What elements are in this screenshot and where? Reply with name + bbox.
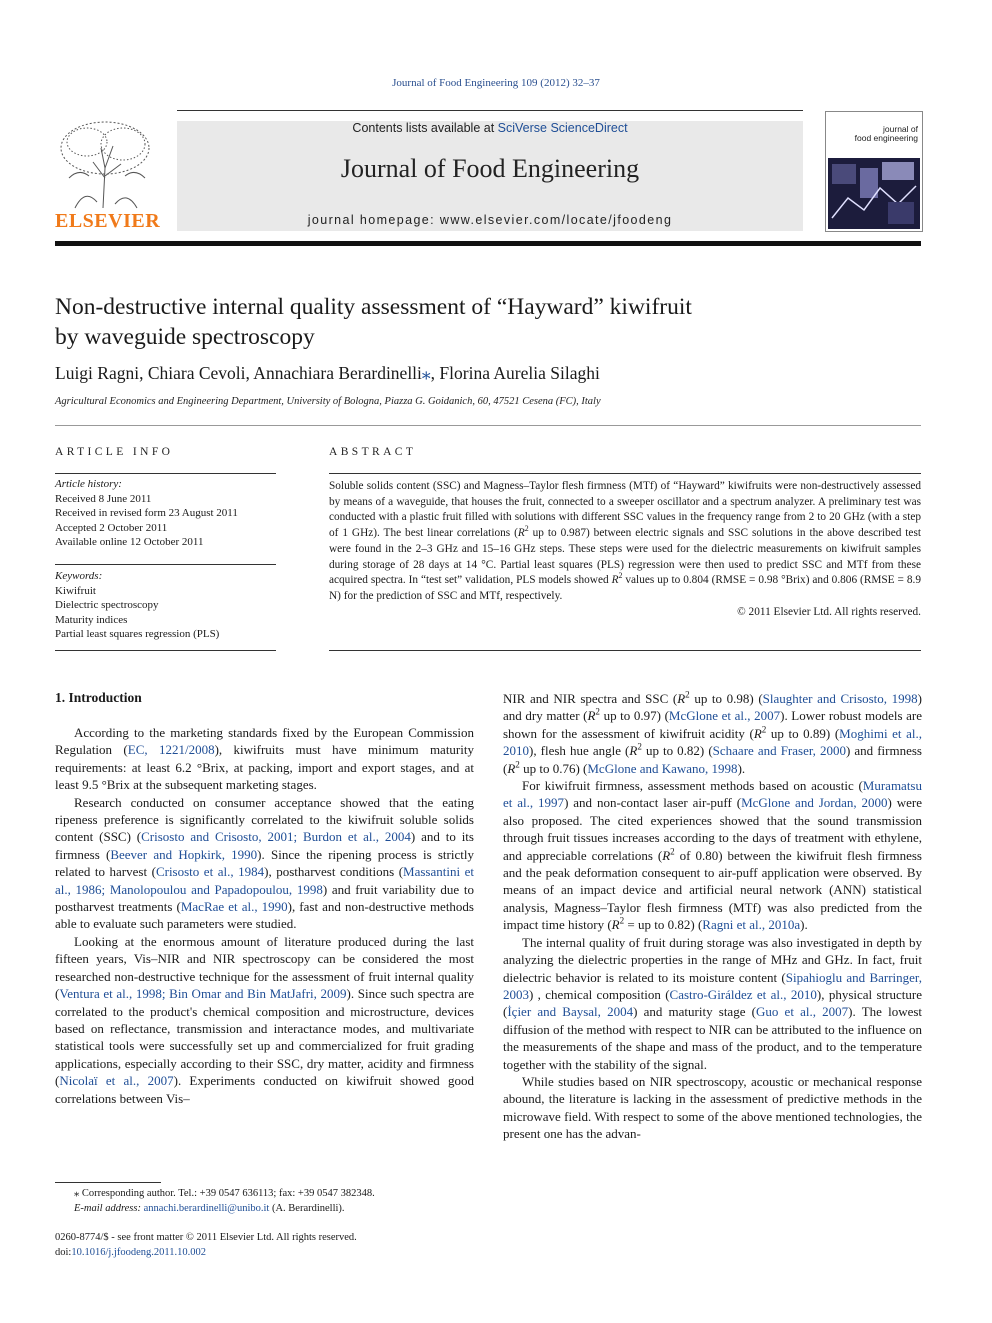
text: up to 0.76) (	[519, 760, 588, 776]
paragraph	[55, 794, 474, 933]
keyword-item: Maturity indices	[55, 613, 128, 626]
citation-link[interactable]: McGlone et al., 2007	[668, 708, 781, 724]
text: ). Since the ripening process is strictly related to harvest (	[55, 846, 474, 880]
section-heading-introduction: 1. Introduction	[55, 690, 142, 705]
text: of 0.80) between the kiwifruit flesh firmness and the peak deformation consequent to air-puff application were observed. By means of an impact device and artificial neural network (ANN) statistical analysis, Magness–Taylor flesh firmness (MTf) was also predicted from the impact time history (	[503, 847, 922, 933]
text: ) and dry matter (	[503, 691, 922, 724]
superscript: 2	[524, 524, 529, 534]
citation-link[interactable]: McGlone and Jordan, 2000	[741, 795, 888, 811]
text: ) and to its firmness (	[55, 829, 474, 862]
paragraph	[503, 690, 922, 777]
text: ), flesh hue angle (	[529, 743, 630, 759]
citation-link[interactable]: İçier and Baysal, 2004	[507, 1004, 634, 1020]
text: ), postharvest conditions (	[264, 864, 404, 880]
r-symbol: R	[611, 917, 620, 933]
history-item: Received 8 June 2011	[55, 492, 152, 505]
article-info-rule	[55, 473, 276, 474]
citation-link[interactable]: Schaare and Fraser, 2000	[712, 743, 846, 759]
text: Looking at the enormous amount of literature produced during the last fifteen years, Vis–NIR and NIR spectroscopy can be considered the most researched non-destructive technique for the assessment of fruit internal quality (	[55, 933, 474, 1002]
contents-line	[177, 121, 803, 135]
r-symbol: R	[507, 760, 516, 776]
author-list	[55, 363, 600, 384]
article-history	[55, 477, 276, 550]
citation-link[interactable]: Moghimi et al., 2010	[503, 725, 922, 759]
citation-link[interactable]: Castro-Giráldez et al., 2010	[669, 986, 817, 1002]
text: ) and maturity stage (	[633, 1004, 756, 1020]
text: ) and firmness (	[503, 743, 922, 776]
text: up to 0.89) (	[766, 725, 840, 741]
text: ) , chemical composition (	[529, 986, 670, 1002]
text: ) were also proposed. The cited experiences showed that the sound transmission through fruit tissues increases according to the days of treatment with ethylene, and appreciable correlations (	[503, 795, 923, 863]
keywords-label: Keywords:	[55, 570, 103, 582]
text: ), fast and non-destructive methods able to evaluate such parameters were studied.	[55, 899, 474, 932]
body-column-right	[503, 690, 922, 1143]
title-rule	[55, 425, 921, 426]
text: ) and fruit variability due to postharvest treatments (	[55, 881, 474, 915]
paragraph	[55, 933, 474, 1107]
r-symbol: R	[611, 574, 619, 587]
doi-line	[55, 1245, 357, 1260]
superscript: 2	[637, 741, 642, 752]
text: ).	[737, 760, 746, 776]
paragraph	[503, 777, 922, 934]
email-label: E-mail address:	[74, 1203, 144, 1214]
citation-link[interactable]: Guo et al., 2007	[755, 1004, 849, 1020]
affiliation: Agricultural Economics and Engineering Department, University of Bologna, Piazza G. Goidanich, 60, 47521 Cesena (FC), Italy	[55, 396, 601, 407]
citation-link[interactable]: Muramatsu et al., 1997	[503, 778, 922, 811]
keyword-item: Kiwifruit	[55, 584, 96, 597]
text: ), physical structure (	[503, 986, 922, 1020]
citation-link[interactable]: Slaughter and Crisosto, 1998	[762, 691, 918, 706]
article-title	[55, 292, 855, 352]
abstract-bottom-rule	[329, 650, 921, 651]
email-line	[55, 1201, 474, 1216]
text: ). Since such spectra are correlated to the product's chemical composition and microstructure, devices based on reflectance, transmission and interactance modes, and multivariate statistical tools were successfully set up and commercialized for fruit grading applications, especially according to their SSC, dry matter, acidity and firmness (	[55, 986, 474, 1089]
r-symbol: R	[517, 527, 525, 540]
superscript: 2	[670, 846, 675, 857]
journal-cover-thumbnail[interactable]	[825, 111, 923, 232]
journal-homepage[interactable]: journal homepage: www.elsevier.com/locate/jfoodeng	[307, 213, 673, 227]
keywords-rule	[55, 650, 276, 651]
r-symbol: R	[662, 847, 671, 863]
text: up to 0.82) (	[641, 743, 713, 759]
email-tail: (A. Berardinelli).	[269, 1203, 345, 1214]
article-info-heading: ARTICLE INFO	[55, 446, 174, 458]
superscript: 2	[685, 689, 690, 700]
issn-line: 0260-8774/$ - see front matter © 2011 Elsevier Ltd. All rights reserved.	[55, 1232, 357, 1243]
citation-link[interactable]: Nicolaï et al., 2007	[59, 1073, 174, 1089]
text: up to 0.97) (	[599, 708, 669, 724]
citation-link[interactable]: Ragni et al., 2010a	[702, 917, 801, 933]
r-symbol: R	[677, 691, 686, 706]
journal-reference[interactable]: Journal of Food Engineering 109 (2012) 32–37	[392, 77, 600, 89]
body-column-left	[55, 724, 474, 1107]
citation-link[interactable]: EC, 1221/2008	[127, 742, 215, 758]
abstract-rule	[329, 473, 921, 474]
superscript: 2	[619, 915, 625, 926]
doi-link[interactable]: 10.1016/j.jfoodeng.2011.10.002	[71, 1247, 206, 1258]
corresponding-author-mark[interactable]: ⁎	[421, 363, 431, 383]
citation-link[interactable]: Ventura et al., 1998; Bin Omar and Bin MatJafri, 2009	[59, 986, 347, 1002]
history-item: Accepted 2 October 2011	[55, 521, 168, 534]
article-title-line1: Non-destructive internal quality assessment of “Hayward” kiwifruit	[55, 294, 692, 320]
text: up to 0.98) (	[689, 691, 763, 706]
text: For kiwifruit firmness, assessment methods based on acoustic (	[522, 778, 863, 794]
text: The internal quality of fruit during storage was also investigated in depth by analyzing the dielectric properties in the range of MHz and GHz. In fact, fruit dielectric behavior is related to its moisture content (	[503, 934, 922, 985]
sciencedirect-link[interactable]: SciVerse ScienceDirect	[497, 121, 628, 135]
text: Research conducted on consumer acceptance showed that the eating ripeness preference is significantly correlated to the kiwifruit soluble solids content (SSC) (	[55, 794, 474, 845]
citation-link[interactable]: Sipahioglu and Barringer, 2003	[503, 969, 922, 1002]
keywords	[55, 569, 276, 642]
superscript: 2	[618, 571, 623, 581]
citation-link[interactable]: McGlone and Kawano, 1998	[587, 760, 738, 776]
text: = up to 0.82) (	[624, 917, 703, 933]
journal-title: Journal of Food Engineering	[340, 154, 640, 183]
cover-title-line1: journal of	[883, 124, 918, 134]
paragraph: While studies based on NIR spectroscopy, acoustic or mechanical response abound, the literature is lacking in the assessment of predictive methods in the microwave field. With respect to some of the above mentioned technologies, the present one has the advan-	[503, 1073, 922, 1142]
text: ), kiwifruits must have minimum maturity requirements: at least 6.2 °Brix, at packing, import and export stages, and at least 9.5 °Brix at the subsequent marketing stages.	[55, 742, 474, 793]
keyword-item: Partial least squares regression (PLS)	[55, 628, 220, 640]
r-symbol: R	[753, 725, 762, 741]
citation-link[interactable]: MacRae et al., 1990	[180, 899, 288, 915]
history-label: Article history:	[55, 478, 122, 490]
history-rule	[55, 564, 276, 565]
abstract-text: up to 0.987) between electric signals and SSC solutions in the above described test were found in the 2–3 GHz and 15–16 GHz steps. These steps were used for the dielectric measurements on kiwifruit samples during storage of 28 days at 14 °C. Partial least squares (PLS) regression were then used to predict SSC and MTf from these acquired spectra. In “test set” validation, PLS models showed	[329, 527, 921, 587]
text: ). The lowest diffusion of the method with respect to NIR can be attributed to the influence on the measurements of the shape and mass of the product, and to the temperature together with the stability of the signal.	[503, 1004, 923, 1072]
text: ). Experiments conducted on kiwifruit showed good correlations between Vis–	[55, 1073, 474, 1106]
text: ).	[800, 917, 808, 933]
authors-tail: , Florina Aurelia Silaghi	[430, 363, 600, 383]
text: ) and non-contact laser air-puff (	[564, 795, 742, 811]
superscript: 2	[761, 724, 767, 735]
abstract-text: Soluble solids content (SSC) and Magness–Taylor flesh firmness (MTf) of “Hayward” kiwifruits were non-destructively assessed by means of a waveguide, that houses the fruit, connected to a sweeper oscillator and a spectrum analyzer. A preliminary test was conducted with a plastic fruit filled with solutions with different SSC values in the frequency range from 2 to 20 GHz (with a step of 1 GHz). The best linear correlations (	[329, 480, 921, 540]
article-title-line2: by waveguide spectroscopy	[55, 324, 315, 350]
text: NIR and NIR spectra and SSC (	[503, 691, 678, 706]
cover-title	[846, 125, 918, 143]
history-item: Received in revised form 23 August 2011	[55, 507, 238, 519]
abstract-heading: ABSTRACT	[329, 446, 417, 458]
abstract-text: values up to 0.804 (RMSE = 0.98 °Brix) and 0.806 (RMSE = 8.9 N) for the prediction of SSC and MTf, respectively.	[329, 574, 921, 602]
cover-title-line2: food engineering	[854, 133, 918, 143]
citation-link[interactable]: Massantini et al., 1986; Manolopoulou and Papadopoulou, 1998	[55, 864, 474, 897]
paragraph	[55, 724, 474, 794]
text: According to the marketing standards fixed by the European Commission Regulation (	[55, 725, 474, 758]
citation-link[interactable]: Crisosto and Crisosto, 2001; Burdon et al., 2004	[141, 829, 411, 845]
authors-text: Luigi Ragni, Chiara Cevoli, Annachiara Berardinelli	[55, 363, 422, 383]
footnote	[55, 1186, 474, 1216]
abstract-body	[329, 479, 921, 620]
citation-link[interactable]: Crisosto et al., 1984	[155, 864, 265, 880]
superscript: 2	[595, 707, 600, 718]
elsevier-wordmark: ELSEVIER	[55, 210, 161, 232]
header-thick-rule	[55, 241, 921, 246]
r-symbol: R	[629, 743, 638, 759]
header-rule	[177, 110, 803, 111]
footnote-rule	[55, 1182, 161, 1183]
cover-image	[828, 158, 920, 229]
keyword-item: Dielectric spectroscopy	[55, 599, 159, 611]
r-symbol: R	[587, 708, 596, 724]
copyright: © 2011 Elsevier Ltd. All rights reserved.	[737, 605, 921, 618]
corresponding-author-note: ⁎ Corresponding author. Tel.: +39 0547 636113; fax: +39 0547 382348.	[74, 1188, 375, 1199]
paragraph	[503, 934, 922, 1073]
citation-link[interactable]: Beever and Hopkirk, 1990	[110, 846, 258, 862]
superscript: 2	[515, 759, 520, 770]
text: ). Lower robust models are shown for the assessment of kiwifruit acidity (	[503, 708, 922, 741]
email-link[interactable]: annachi.berardinelli@unibo.it	[143, 1203, 270, 1214]
doi-label: doi:	[55, 1247, 72, 1258]
contents-prefix: Contents lists available at	[352, 121, 498, 135]
history-item: Available online 12 October 2011	[55, 536, 204, 548]
bottom-metadata	[55, 1230, 357, 1260]
